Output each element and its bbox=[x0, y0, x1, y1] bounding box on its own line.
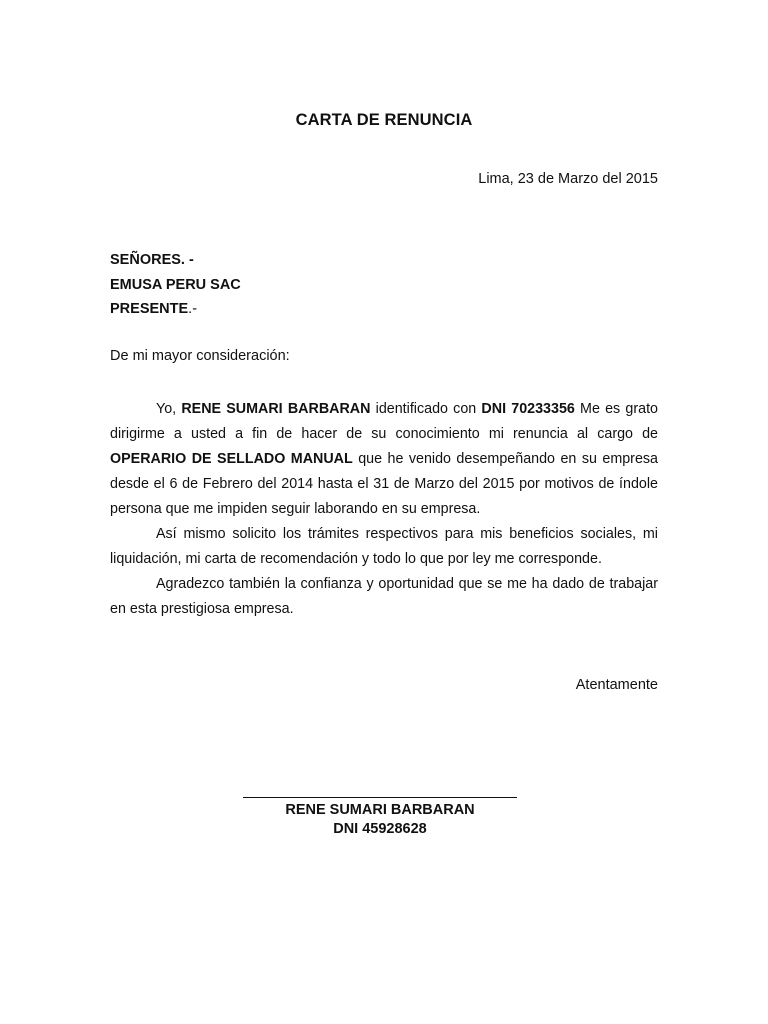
employee-dni: DNI 70233356 bbox=[481, 401, 575, 417]
letter-body bbox=[110, 397, 658, 622]
addressee-line-1: SEÑORES. - bbox=[110, 252, 194, 268]
letter-date: Lima, 23 de Marzo del 2015 bbox=[478, 171, 658, 187]
salutation: De mi mayor consideración: bbox=[110, 348, 290, 364]
closing: Atentamente bbox=[575, 677, 658, 693]
letter-title: CARTA DE RENUNCIA bbox=[295, 111, 473, 129]
p1-text-1: Yo, bbox=[156, 401, 182, 417]
addressee-presente: PRESENTE bbox=[110, 301, 189, 317]
p1-text-2: identificado con bbox=[370, 401, 482, 417]
employee-name: RENE SUMARI BARBARAN bbox=[181, 401, 371, 417]
signature-dni: DNI 45928628 bbox=[333, 821, 427, 837]
signature-name: RENE SUMARI BARBARAN bbox=[285, 802, 475, 818]
job-position: OPERARIO DE SELLADO MANUAL bbox=[110, 451, 353, 467]
body-paragraph-2: Así mismo solicito los trámites respectivos para mis beneficios sociales, mi liquidación, mi carta de recomendación y todo lo que por ley me corresponde. bbox=[110, 526, 658, 567]
p1-text-4: que he venido desempeñando en su empresa desde el 6 de Febrero del 2014 hasta el 31 de Marzo del 2015 por motivos de índole persona que me impiden seguir laborando en su empresa. bbox=[110, 451, 658, 517]
body-paragraph-1 bbox=[110, 397, 658, 522]
addressee-line-3 bbox=[110, 297, 241, 322]
signature-line bbox=[243, 797, 517, 798]
p1-text-3: Me es grato dirigirme a usted a fin de hacer de su conocimiento mi renuncia al cargo de bbox=[110, 401, 658, 442]
addressee-block bbox=[110, 248, 241, 322]
addressee-company: EMUSA PERU SAC bbox=[110, 276, 241, 293]
signature-block bbox=[243, 797, 517, 839]
body-paragraph-3: Agradezco también la confianza y oportunidad que se me ha dado de trabajar en esta prestigiosa empresa. bbox=[110, 576, 658, 617]
addressee-presente-suffix: .- bbox=[188, 301, 198, 317]
